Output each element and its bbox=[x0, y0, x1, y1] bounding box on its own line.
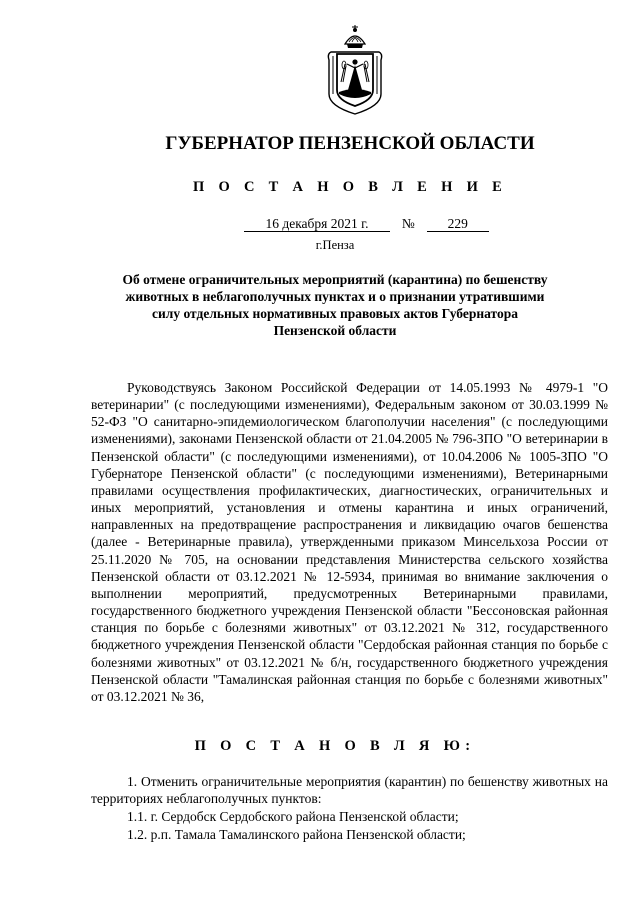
document-city: г.Пенза bbox=[315, 238, 355, 252]
document-type-heading: П О С Т А Н О В Л Е Н И Е bbox=[192, 179, 508, 195]
document-subject: Об отмене ограничительных мероприятий (карантина) по бешенству животных в неблагополучных пунктах и о признании утратившими силу отдельных нормативных правовых актов Губернатора Пензенской области bbox=[122, 272, 548, 338]
list-item: 1. Отменить ограничительные мероприятия (карантин) по бешенству животных на территориях неблагополучных пунктов: bbox=[91, 774, 608, 807]
document-date: 16 декабря 2021 г. bbox=[244, 216, 390, 232]
list-item: 1.1. г. Сердобск Сердобского района Пензенской области; bbox=[127, 809, 459, 824]
number-sign: № bbox=[401, 216, 415, 231]
coat-of-arms-icon bbox=[325, 24, 385, 116]
date-number-line bbox=[244, 216, 489, 232]
governor-heading: ГУБЕРНАТОР ПЕНЗЕНСКОЙ ОБЛАСТИ bbox=[165, 133, 535, 154]
list-item: 1.2. р.п. Тамала Тамалинского района Пензенской области; bbox=[127, 827, 466, 842]
preamble-paragraph: Руководствуясь Законом Российской Федерации от 14.05.1993 № 4979-1 "О ветеринарии" (с последующими изменениями), Федеральным законом от 30.03.1999 № 52-ФЗ "О санитарно-эпидемиологическом благополучии населения" (с последующими изменениями), законами Пензенской области от 21.04.2005 № 796-ЗПО "О ветеринарии в Пензенской области" (с последующими изменениями), от 10.04.2006 № 1005-ЗПО "О Губернаторе Пензенской области" (с последующими изменениями), Ветеринарными правилами осуществления профилактических, диагностических, ограничительных и иных мероприятий, установления и отмены карантина и иных ограничений, направленных на предотвращение распространения и ликвидацию очагов бешенства (далее - Ветеринарные правила), утвержденными приказом Минсельхоза России от 25.11.2020 № 705, на основании представления Министерства сельского хозяйства Пензенской области от 03.12.2021 № 12-5934, принимая во внимание заключения о выполнении мероприятий, предусмотренных Ветеринарными правилами, государственного бюджетного учреждения Пензенской области "Бессоновская районная станция по борьбе с болезнями животных" от 03.12.2021 № 312, государственного бюджетного учреждения Пензенской области "Сердобская районная станция по борьбе с болезнями животных" от 03.12.2021 № б/н, государственного бюджетного учреждения Пензенской области "Тамалинская районная станция по борьбе с болезнями животных" от 03.12.2021 № 36, bbox=[91, 380, 608, 704]
resolve-heading: П О С Т А Н О В Л Я Ю: bbox=[194, 738, 476, 754]
document-number: 229 bbox=[427, 216, 489, 232]
